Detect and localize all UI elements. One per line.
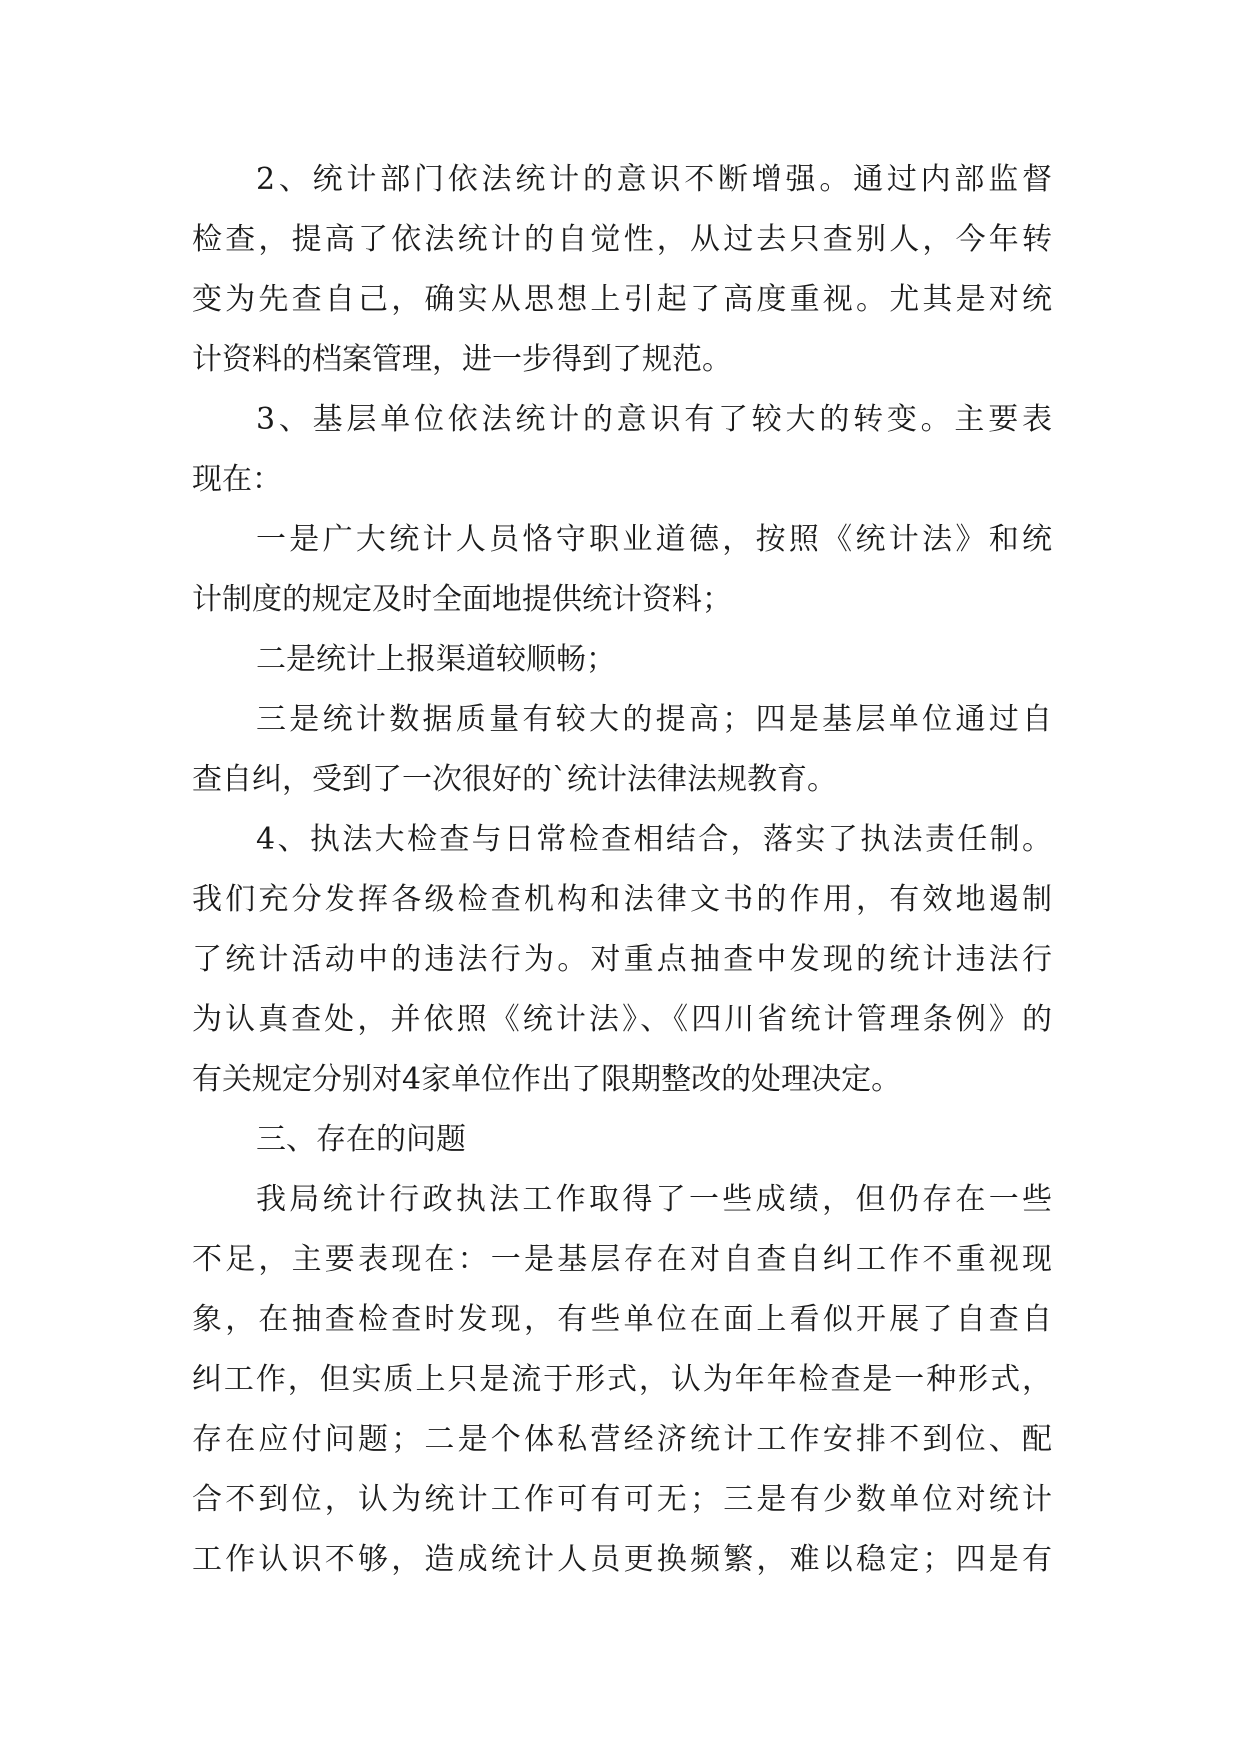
text-line: 计制度的规定及时全面地提供统计资料； [192,582,732,617]
text-line: 我们充分发挥各级检查机构和法律文书的作用，有效地遏制 [192,882,1052,917]
text-line: 我局统计行政执法工作取得了一些成绩，但仍存在一些 [256,1182,1052,1217]
text-line: 3、基层单位依法统计的意识有了较大的转变。主要表 [256,402,1052,437]
text-line: 二是统计上报渠道较顺畅； [256,642,616,677]
text-line: 4、执法大检查与日常检查相结合，落实了执法责任制。 [256,822,1052,857]
text-line: 了统计活动中的违法行为。对重点抽查中发现的统计违法行 [192,942,1052,977]
text-line: 有关规定分别对4家单位作出了限期整改的处理决定。 [192,1062,902,1097]
text-line: 纠工作，但实质上只是流于形式，认为年年检查是一种形式， [192,1362,1052,1397]
text-line: 一是广大统计人员恪守职业道德，按照《统计法》和统 [256,522,1052,557]
text-line: 现在： [192,462,282,497]
text-line: 象，在抽查检查时发现，有些单位在面上看似开展了自查自 [192,1302,1052,1337]
text-line: 存在应付问题；二是个体私营经济统计工作安排不到位、配 [192,1422,1052,1457]
section-heading: 三、存在的问题 [256,1122,466,1157]
text-line: 检查，提高了依法统计的自觉性，从过去只查别人，今年转 [192,222,1052,257]
text-line: 三是统计数据质量有较大的提高；四是基层单位通过自 [256,702,1052,737]
text-line: 工作认识不够，造成统计人员更换频繁，难以稳定；四是有 [192,1542,1052,1577]
text-line: 变为先查自己，确实从思想上引起了高度重视。尤其是对统 [192,282,1052,317]
text-line: 为认真查处，并依照《统计法》、《四川省统计管理条例》的 [192,1002,1052,1037]
text-line: 计资料的档案管理，进一步得到了规范。 [192,342,732,377]
document-page [192,150,1052,1590]
text-line: 查自纠，受到了一次很好的`统计法律法规教育。 [192,762,837,797]
text-line: 2、统计部门依法统计的意识不断增强。通过内部监督 [256,162,1052,197]
text-line: 不足，主要表现在：一是基层存在对自查自纠工作不重视现 [192,1242,1052,1277]
text-line: 合不到位，认为统计工作可有可无；三是有少数单位对统计 [192,1482,1052,1517]
